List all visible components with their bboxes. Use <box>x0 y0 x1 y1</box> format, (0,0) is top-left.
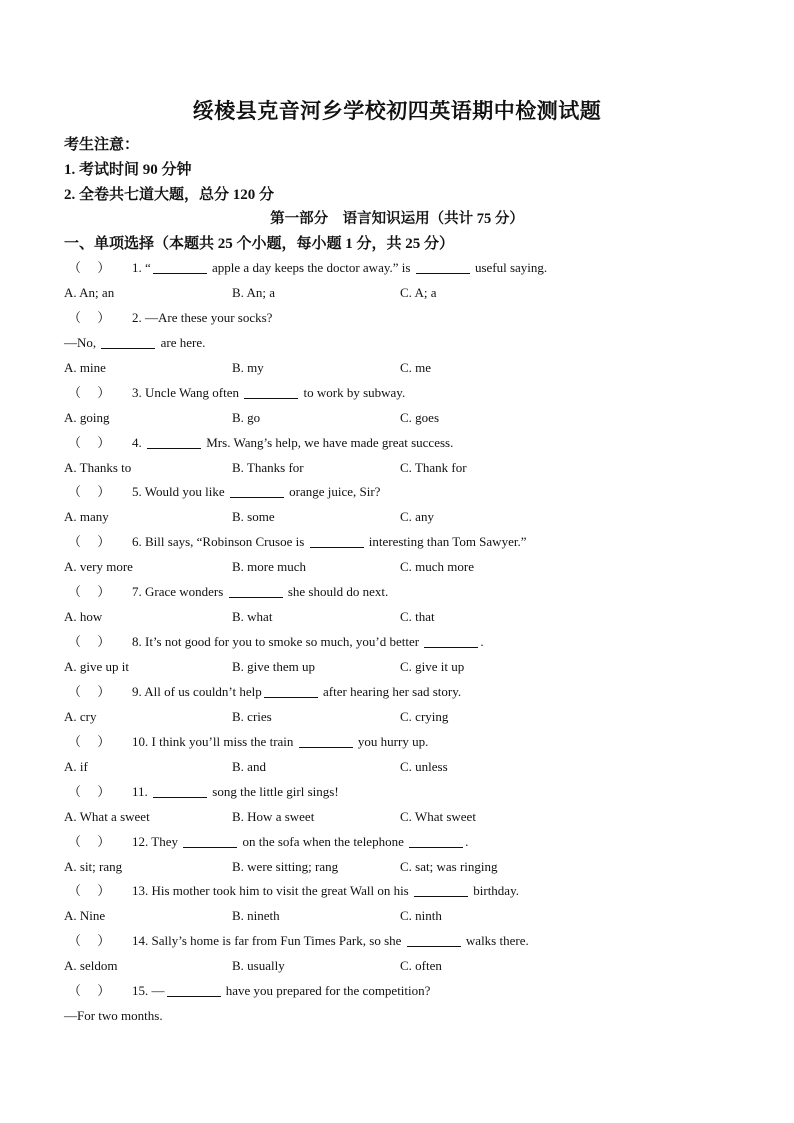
answer-bracket[interactable]: （ ） <box>68 983 111 999</box>
option-a[interactable]: A. give up it <box>64 659 129 674</box>
question-stem-reply <box>64 1004 744 1029</box>
question-text: They <box>151 833 182 849</box>
answer-bracket[interactable]: （ ） <box>68 683 111 699</box>
answer-blank[interactable] <box>167 982 221 997</box>
section-title: 一、单项选择（本题共 25 个小题，每小题 1 分，共 25 分） <box>64 236 455 252</box>
question-text: song the little girl sings! <box>209 783 339 799</box>
answer-blank[interactable] <box>230 483 284 498</box>
notice-heading: 考生注意： <box>64 137 140 153</box>
question-text: It’s not good for you to smoke so much, you’d better <box>145 634 423 650</box>
answer-bracket[interactable]: （ ） <box>68 883 111 899</box>
question-number: 2. <box>132 309 145 325</box>
question-text: . <box>465 833 469 849</box>
question-number: 14. <box>132 933 152 949</box>
answer-blank[interactable] <box>244 384 298 399</box>
option-row <box>64 954 744 979</box>
question-stem <box>64 306 744 331</box>
answer-bracket[interactable]: （ ） <box>68 534 111 550</box>
question-number: 11. <box>132 783 152 799</box>
answer-bracket[interactable]: （ ） <box>68 833 111 849</box>
question-text: —Are these your socks? <box>145 309 273 325</box>
option-row <box>64 456 744 481</box>
option-a[interactable]: A. seldom <box>64 958 118 974</box>
option-a[interactable]: A. many <box>64 509 109 525</box>
option-b[interactable]: B. more much <box>232 559 307 575</box>
option-b[interactable]: B. my <box>232 359 264 375</box>
option-row <box>64 705 744 730</box>
question-stem <box>64 979 744 1004</box>
question-stem <box>64 256 744 281</box>
answer-blank[interactable] <box>147 434 201 449</box>
notice-item-1: 1. 考试时间 90 分钟 <box>64 162 192 178</box>
question-number: 1. <box>132 260 145 275</box>
option-row <box>64 904 744 929</box>
answer-bracket[interactable]: （ ） <box>68 434 111 450</box>
answer-bracket[interactable]: （ ） <box>68 733 111 749</box>
question-text: are here. <box>157 334 206 350</box>
option-c[interactable]: C. goes <box>400 409 439 425</box>
question-text: walks there. <box>462 933 529 949</box>
question-text: “ <box>145 260 151 275</box>
question-stem <box>64 530 744 555</box>
answer-bracket[interactable]: （ ） <box>68 933 111 949</box>
option-c[interactable]: C. Thank for <box>400 459 467 475</box>
question-number: 7. <box>132 584 145 600</box>
question-stem <box>64 879 744 904</box>
answer-blank[interactable] <box>264 683 318 698</box>
option-b[interactable]: B. An; a <box>232 284 275 300</box>
question-stem-reply <box>64 331 744 356</box>
answer-blank[interactable] <box>416 259 470 274</box>
option-c[interactable]: C. unless <box>400 758 448 774</box>
answer-blank[interactable] <box>183 833 237 848</box>
question-text: Grace wonders <box>145 584 227 600</box>
answer-blank[interactable] <box>101 334 155 349</box>
question-stem <box>64 830 744 855</box>
answer-blank[interactable] <box>153 259 207 274</box>
question-list <box>64 256 744 1029</box>
option-row <box>64 406 744 431</box>
option-a[interactable]: A. very more <box>64 559 133 575</box>
option-a[interactable]: A. if <box>64 758 88 774</box>
question-text: birthday. <box>470 883 519 899</box>
question-text: Sally’s home is far from Fun Times Park, so she <box>151 933 405 949</box>
question-text: to work by subway. <box>300 384 406 400</box>
exam-title: 绥棱县克音河乡学校初四英语期中检测试题 <box>192 99 602 123</box>
option-b[interactable]: B. Thanks for <box>232 459 304 475</box>
option-a[interactable]: A. cry <box>64 708 97 724</box>
question-stem <box>64 680 744 705</box>
answer-bracket[interactable]: （ ） <box>68 484 111 500</box>
question-number: 10. <box>132 733 152 749</box>
option-b[interactable]: B. nineth <box>232 908 280 924</box>
option-c[interactable]: C. sat; was ringing <box>400 858 498 874</box>
option-b[interactable]: B. usually <box>232 958 285 974</box>
question-text: —For two months. <box>64 1008 163 1024</box>
option-a[interactable]: A. An; an <box>64 284 115 300</box>
question-text: Bill says, “Robinson Crusoe is <box>145 534 308 550</box>
question-number: 13. <box>132 883 152 899</box>
option-c[interactable]: C. any <box>400 509 434 525</box>
question-stem <box>64 630 744 655</box>
question-stem <box>64 580 744 605</box>
question-stem <box>64 381 744 406</box>
question-stem <box>64 431 744 456</box>
answer-blank[interactable] <box>229 583 283 598</box>
option-b[interactable]: B. give them up <box>232 659 316 674</box>
question-text: Uncle Wang often <box>145 384 243 400</box>
option-row <box>64 555 744 580</box>
option-b[interactable]: B. were sitting; rang <box>232 858 339 874</box>
option-row <box>64 855 744 880</box>
question-number: 5. <box>132 484 145 500</box>
question-stem <box>64 780 744 805</box>
answer-bracket[interactable]: （ ） <box>68 584 111 600</box>
option-row <box>64 755 744 780</box>
option-c[interactable]: C. crying <box>400 708 449 724</box>
option-a[interactable]: A. Thanks to <box>64 459 132 475</box>
question-text: useful saying. <box>471 260 548 275</box>
option-c[interactable]: C. that <box>400 609 435 625</box>
question-number: 9. <box>132 683 145 699</box>
option-c[interactable]: C. often <box>400 958 442 974</box>
option-c[interactable]: C. A; a <box>400 284 437 300</box>
answer-blank[interactable] <box>299 733 353 748</box>
option-c[interactable]: C. much more <box>400 559 475 575</box>
question-number: 4. <box>132 434 145 450</box>
option-b[interactable]: B. some <box>232 509 275 525</box>
answer-blank[interactable] <box>407 932 461 947</box>
option-row <box>64 281 744 306</box>
answer-bracket[interactable]: （ ） <box>68 634 111 650</box>
question-number: 15. <box>132 983 152 999</box>
question-text: —No, <box>64 334 100 350</box>
option-a[interactable]: A. mine <box>64 359 106 375</box>
option-a[interactable]: A. What a sweet <box>64 808 150 824</box>
option-a[interactable]: A. Nine <box>64 908 106 924</box>
question-text: . <box>480 634 484 650</box>
option-row <box>64 655 744 680</box>
option-b[interactable]: B. How a sweet <box>232 808 315 824</box>
option-a[interactable]: A. going <box>64 409 110 425</box>
option-c[interactable]: C. give it up <box>400 659 465 674</box>
option-a[interactable]: A. sit; rang <box>64 858 123 874</box>
question-text: apple a day keeps the doctor away.” is <box>208 260 414 275</box>
question-text: Mrs. Wang’s help, we have made great success. <box>203 434 454 450</box>
answer-blank[interactable] <box>424 633 478 648</box>
question-text: All of us couldn’t help <box>144 683 262 699</box>
option-b[interactable]: B. cries <box>232 708 272 724</box>
question-stem <box>64 929 744 954</box>
option-row <box>64 805 744 830</box>
question-text: His mother took him to visit the great Wall on his <box>151 883 412 899</box>
answer-blank[interactable] <box>310 533 364 548</box>
question-text: you hurry up. <box>354 733 429 749</box>
notice-item-2: 2. 全卷共七道大题，总分 120 分 <box>64 187 275 203</box>
answer-bracket[interactable]: （ ） <box>68 260 111 275</box>
question-text: she should do next. <box>284 584 389 600</box>
option-b[interactable]: B. go <box>232 409 261 425</box>
question-number: 6. <box>132 534 145 550</box>
question-text: Would you like <box>144 484 228 500</box>
option-b[interactable]: B. and <box>232 758 266 774</box>
option-b[interactable]: B. what <box>232 609 273 625</box>
option-a[interactable]: A. how <box>64 609 103 625</box>
question-text: orange juice, Sir? <box>285 484 381 500</box>
option-row <box>64 505 744 530</box>
question-text: I think you’ll miss the train <box>151 733 297 749</box>
answer-blank[interactable] <box>153 783 207 798</box>
answer-bracket[interactable]: （ ） <box>68 309 111 325</box>
question-stem <box>64 730 744 755</box>
question-text: after hearing her sad story. <box>319 683 462 699</box>
question-text: — <box>151 983 165 999</box>
option-row <box>64 356 744 381</box>
question-text: interesting than Tom Sawyer.” <box>365 534 527 550</box>
question-number: 8. <box>132 634 145 650</box>
answer-bracket[interactable]: （ ） <box>68 783 111 799</box>
option-c[interactable]: C. ninth <box>400 908 442 924</box>
option-c[interactable]: C. me <box>400 359 432 375</box>
question-number: 3. <box>132 384 145 400</box>
question-text: on the sofa when the telephone <box>239 833 408 849</box>
part-title: 第一部分 语言知识运用（共计 75 分） <box>270 211 524 227</box>
answer-blank[interactable] <box>409 833 463 848</box>
option-c[interactable]: C. What sweet <box>400 808 476 824</box>
answer-bracket[interactable]: （ ） <box>68 384 111 400</box>
answer-blank[interactable] <box>414 882 468 897</box>
question-stem <box>64 480 744 505</box>
option-row <box>64 605 744 630</box>
question-text: have you prepared for the competition? <box>222 983 431 999</box>
question-number: 12. <box>132 833 152 849</box>
